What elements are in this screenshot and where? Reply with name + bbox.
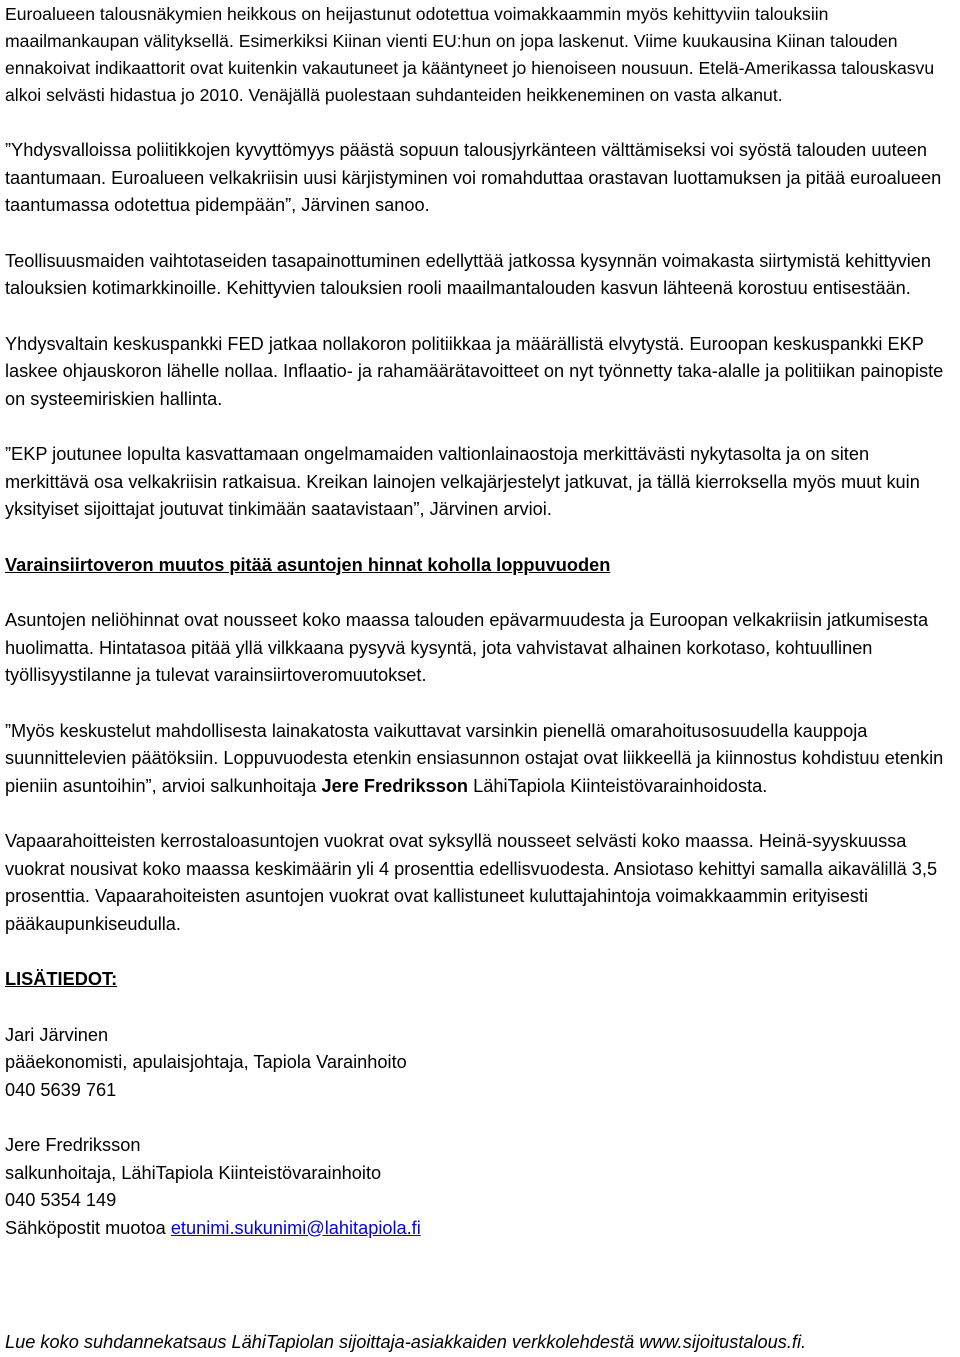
paragraph-economy-outlook: Euroalueen talousnäkymien heikkous on heijastunut odotettua voimakkaammin myös kehittyviin talouksiin maailmankaupan välityksellä. Esimerkiksi Kiinan vienti EU:hun on jopa laskenut. Viime kuukausina Kiinan talouden ennakoivat indikaattorit ovat kuitenkin vakautuneet ja kääntyneet jo hienoiseen nousuun. Etelä-Amerikassa talouskasvu alkoi selvästi hidastua jo 2010. Venäjällä puolestaan suhdanteiden heikkeneminen on vasta alkanut. [5,4,935,105]
paragraph-loan-cap-quote [5,718,953,801]
footer-note: Lue koko suhdannekatsaus LähiTapiolan sijoittaja-asiakkaiden verkkolehdestä www.sijoitustalous.fi. [5,1332,807,1352]
email-prefix: Sähköpostit muotoa [5,1217,171,1238]
document-body [5,0,953,1242]
quoted-person-name: Jere Fredriksson [321,775,469,796]
paragraph-trade-balances: Teollisuusmaiden vaihtotaseiden tasapainottuminen edellyttää jatkossa kysynnän voimakasta siirtymistä kehittyvien talouksien kotimarkkinoille. Kehittyvien talouksien rooli maailmantalouden kasvun lähteenä korostuu entisestään. [5,250,932,298]
contact-role: salkunhoitaja, LähiTapiola Kiinteistövarainhoito [5,1162,382,1183]
contact-block-jarvinen [5,1022,953,1105]
contact-name: Jari Järvinen [5,1024,109,1045]
email-link[interactable]: etunimi.sukunimi@lahitapiola.fi [170,1217,421,1238]
paragraph-rents: Vapaarahoitteisten kerrostaloasuntojen vuokrat ovat syksyllä nousseet selvästi koko maassa. Heinä-syyskuussa vuokrat nousivat koko maassa keskimäärin yli 4 prosenttia edellisvuodesta. Ansiotaso kehittyi samalla aikavälillä 3,5 prosenttia. Vapaarahoiteisten asuntojen vuokrat ovat kallistuneet kuluttajahintoja voimakkaammin erityisesti pääkaupunkiseudulla. [5,831,938,934]
contacts-title: LISÄTIEDOT: [5,969,118,989]
paragraph-ecb-quote: ”EKP joutunee lopulta kasvattamaan ongelmamaiden valtionlainaostoja merkittävästi nykytasolta ja on siten merkittävä osa velkakriisin ratkaisua. Kreikan lainojen velkajärjestelyt jatkuvat, ja tällä kierroksella myös muut kuin yksityiset sijoittajat joutuvat tinkimään saatavistaan”, Järvinen arvioi. [5,444,920,519]
paragraph-us-politics-quote: ”Yhdysvalloissa poliitikkojen kyvyttömyys päästä sopuun talousjyrkänteen välttämiseksi voi syöstä talouden uuteen taantumaan. Euroalueen velkakriisin uusi kärjistyminen voi romahduttaa orastavan luottamuksen ja pitää euroalueen taantumassa odotettua pidempään”, Järvinen sanoo. [5,140,942,215]
email-format-line [5,1215,953,1243]
paragraph-housing-prices: Asuntojen neliöhinnat ovat nousseet koko maassa talouden epävarmuudesta ja Euroopan velkakriisin jatkumisesta huolimatta. Hintatasoa pitää yllä vilkkaana pysyvä kysyntä, jota vahvistavat alhainen korkotaso, kohtuullinen työllisyystilanne ja tulevat varainsiirtoveromuutokset. [5,610,929,685]
contact-role: pääekonomisti, apulaisjohtaja, Tapiola Varainhoito [5,1052,407,1072]
contact-block-fredriksson [5,1132,953,1242]
contact-phone: 040 5639 761 [5,1079,117,1100]
contact-phone: 040 5354 149 [5,1190,117,1210]
section-heading: Varainsiirtoveron muutos pitää asuntojen hinnat koholla loppuvuoden [5,554,611,575]
quote-text: ”Myös keskustelut mahdollisesta lainakatosta vaikuttavat varsinkin pienellä omarahoitusosuudella kauppoja suunnittelevien päätöksiin. Loppuvuodesta etenkin ensiasunnon ostajat ovat liikkeellä ja kiinnostus kohdistuu etenkin pieniin asuntoihin”, arvioi salkunhoitaja [5,720,944,796]
contact-name: Jere Fredriksson [5,1135,141,1155]
quote-attribution: LähiTapiola Kiinteistövarainhoidosta. [468,775,768,796]
paragraph-central-banks: Yhdysvaltain keskuspankki FED jatkaa nollakoron politiikkaa ja määrällistä elvytystä. Euroopan keskuspankki EKP laskee ohjauskoron lähelle nollaa. Inflaatio- ja rahamäärätavoitteet on nyt työnnetty taka-alalle ja politiikan painopiste on systeemiriskien hallinta. [5,333,944,409]
